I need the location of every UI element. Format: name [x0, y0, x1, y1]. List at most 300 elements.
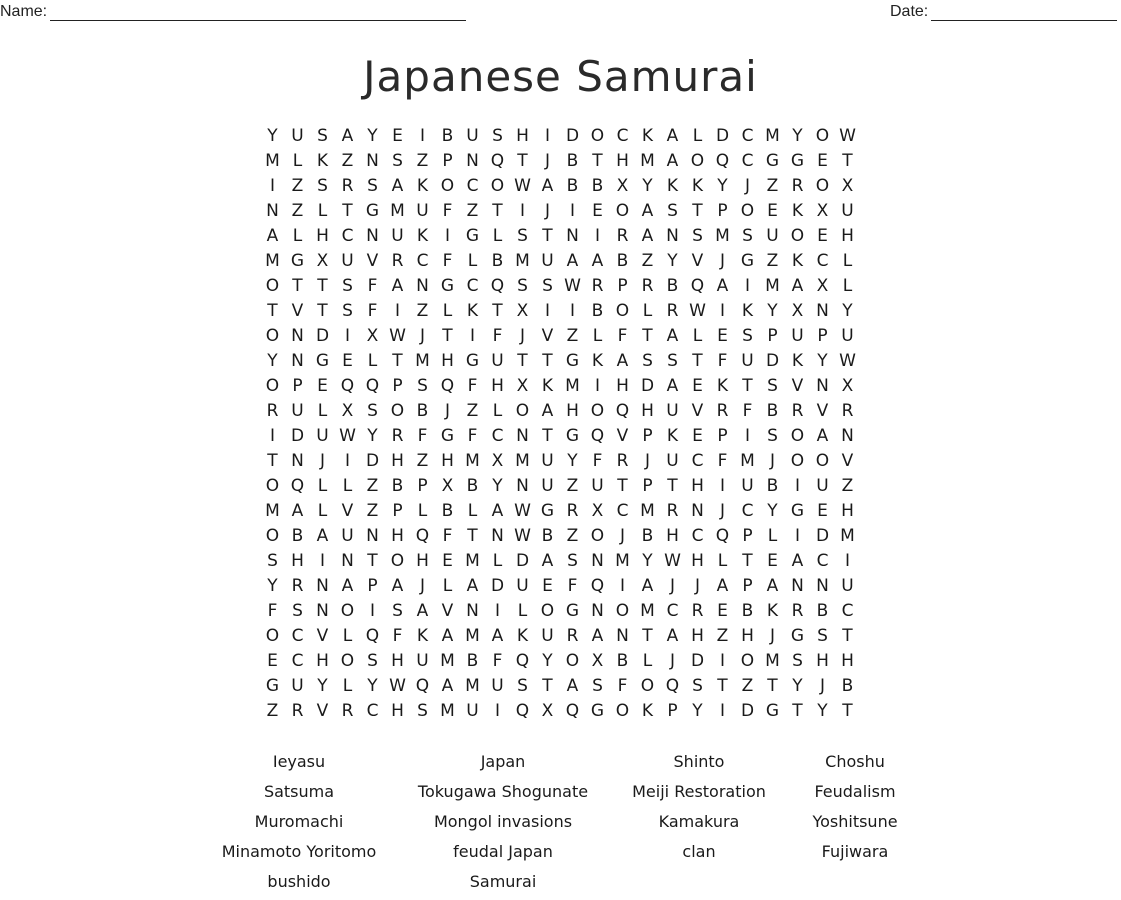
grid-letter: I	[594, 226, 600, 246]
grid-letter: M	[265, 501, 280, 521]
grid-letter: O	[265, 376, 280, 396]
grid-letter: J	[669, 651, 675, 671]
grid-letter: O	[690, 151, 705, 171]
grid-letter: F	[442, 526, 453, 546]
grid-letter: I	[544, 126, 550, 146]
grid-letter: Q	[340, 376, 355, 396]
grid-letter: A	[541, 176, 554, 196]
grid-letter: Z	[841, 476, 854, 496]
grid-letter: O	[590, 401, 605, 421]
grid-letter: Q	[290, 476, 305, 496]
grid-letter: N	[841, 426, 854, 446]
grid-letter: P	[742, 576, 753, 596]
grid-letter: W	[564, 276, 581, 296]
grid-letter: Y	[692, 701, 703, 721]
grid-letter: S	[517, 226, 528, 246]
grid-letter: B	[741, 601, 754, 621]
date-field[interactable]	[890, 2, 1117, 21]
grid-letter: U	[391, 226, 404, 246]
grid-letter: I	[394, 301, 400, 321]
grid-letter: M	[640, 601, 655, 621]
grid-letter: K	[416, 176, 429, 196]
grid-letter: M	[765, 126, 780, 146]
grid-letter: C	[666, 601, 679, 621]
grid-letter: V	[366, 251, 379, 271]
grid-letter: T	[692, 351, 703, 371]
grid-letter: D	[690, 651, 705, 671]
grid-letter: Z	[366, 476, 379, 496]
grid-letter: Y	[367, 126, 378, 146]
word-bank-item: Satsuma	[263, 782, 335, 801]
grid-letter: L	[642, 651, 653, 671]
grid-letter: U	[416, 201, 429, 221]
grid-letter: A	[391, 576, 404, 596]
grid-letter: Y	[367, 676, 378, 696]
grid-letter: T	[642, 326, 653, 346]
grid-letter: G	[315, 351, 330, 371]
grid-letter: H	[491, 376, 504, 396]
grid-letter: U	[341, 526, 354, 546]
grid-letter: N	[491, 526, 504, 546]
grid-letter: S	[317, 176, 328, 196]
grid-letter: U	[816, 476, 829, 496]
grid-letter: L	[317, 201, 328, 221]
grid-letter: Y	[642, 176, 653, 196]
grid-letter: N	[466, 151, 479, 171]
grid-letter: D	[815, 526, 830, 546]
grid-letter: K	[416, 626, 429, 646]
grid-letter: B	[591, 301, 604, 321]
grid-letter: R	[791, 176, 804, 196]
grid-letter: N	[316, 576, 329, 596]
grid-letter: T	[742, 551, 753, 571]
grid-letter: W	[514, 526, 531, 546]
grid-letter: S	[542, 276, 553, 296]
grid-letter: C	[466, 176, 479, 196]
grid-letter: R	[291, 701, 304, 721]
grid-letter: N	[816, 376, 829, 396]
grid-letter: H	[316, 226, 329, 246]
grid-letter: Z	[566, 476, 579, 496]
grid-letter: T	[492, 201, 503, 221]
grid-letter: T	[342, 201, 353, 221]
grid-letter: B	[616, 651, 629, 671]
grid-letter: B	[466, 476, 479, 496]
grid-letter: G	[590, 701, 605, 721]
grid-letter: T	[267, 451, 278, 471]
grid-letter: J	[419, 326, 425, 346]
grid-letter: G	[440, 426, 455, 446]
grid-letter: W	[514, 501, 531, 521]
grid-letter: F	[492, 326, 503, 346]
grid-letter: I	[794, 476, 800, 496]
grid-letter: F	[742, 401, 753, 421]
grid-letter: O	[615, 301, 630, 321]
grid-letter: Z	[566, 526, 579, 546]
word-bank-item: clan	[682, 842, 716, 861]
grid-letter: J	[694, 576, 700, 596]
grid-letter: Y	[317, 676, 328, 696]
grid-row	[260, 249, 860, 274]
grid-letter: M	[840, 526, 855, 546]
grid-letter: S	[667, 351, 678, 371]
name-label: Name:	[0, 3, 48, 20]
grid-letter: L	[467, 501, 478, 521]
word-bank-item: Ieyasu	[272, 752, 326, 771]
grid-letter: M	[390, 201, 405, 221]
word-bank-item: Meiji Restoration	[632, 782, 766, 801]
grid-letter: I	[319, 551, 325, 571]
grid-letter: A	[566, 251, 579, 271]
grid-letter: X	[591, 501, 604, 521]
grid-letter: J	[769, 451, 775, 471]
grid-letter: Y	[567, 451, 578, 471]
grid-letter: O	[265, 476, 280, 496]
grid-letter: S	[767, 426, 778, 446]
grid-letter: H	[316, 651, 329, 671]
grid-letter: N	[341, 551, 354, 571]
grid-letter: P	[817, 326, 828, 346]
grid-letter: O	[815, 176, 830, 196]
grid-letter: E	[267, 651, 278, 671]
grid-letter: Q	[715, 151, 730, 171]
grid-letter: B	[466, 651, 479, 671]
grid-letter: J	[319, 451, 325, 471]
page-title: Japanese Samurai	[363, 52, 758, 101]
grid-letter: K	[416, 226, 429, 246]
grid-letter: G	[440, 276, 455, 296]
grid-letter: A	[791, 276, 804, 296]
grid-letter: O	[540, 601, 555, 621]
grid-row	[260, 349, 860, 374]
grid-letter: Y	[792, 676, 803, 696]
grid-letter: B	[641, 526, 654, 546]
grid-letter: F	[492, 651, 503, 671]
grid-letter: S	[267, 551, 278, 571]
grid-letter: X	[791, 301, 804, 321]
grid-letter: A	[416, 601, 429, 621]
grid-letter: H	[516, 126, 529, 146]
grid-letter: Q	[715, 526, 730, 546]
grid-letter: N	[416, 276, 429, 296]
grid-letter: X	[366, 326, 379, 346]
grid-letter: I	[569, 301, 575, 321]
grid-letter: L	[442, 301, 453, 321]
grid-letter: T	[517, 151, 528, 171]
grid-letter: M	[465, 626, 480, 646]
grid-row	[260, 574, 860, 599]
grid-letter: S	[292, 601, 303, 621]
grid-letter: E	[767, 551, 778, 571]
grid-letter: B	[591, 176, 604, 196]
grid-letter: V	[816, 401, 829, 421]
grid-letter: Z	[416, 451, 429, 471]
grid-letter: H	[666, 526, 679, 546]
grid-letter: N	[791, 576, 804, 596]
grid-letter: O	[340, 651, 355, 671]
grid-letter: S	[692, 226, 703, 246]
grid-letter: P	[617, 276, 628, 296]
grid-letter: P	[667, 701, 678, 721]
grid-letter: A	[441, 626, 454, 646]
grid-letter: L	[642, 301, 653, 321]
grid-letter: C	[616, 501, 629, 521]
grid-letter: L	[492, 226, 503, 246]
grid-letter: L	[692, 126, 703, 146]
grid-letter: L	[517, 601, 528, 621]
grid-letter: O	[265, 276, 280, 296]
grid-letter: L	[492, 551, 503, 571]
grid-letter: E	[717, 601, 728, 621]
grid-letter: F	[592, 451, 603, 471]
grid-letter: B	[841, 676, 854, 696]
grid-row	[260, 449, 860, 474]
grid-letter: M	[515, 451, 530, 471]
grid-letter: Y	[642, 551, 653, 571]
grid-row	[260, 324, 860, 349]
grid-letter: H	[291, 551, 304, 571]
grid-letter: W	[389, 676, 406, 696]
grid-letter: C	[416, 251, 429, 271]
grid-row	[260, 374, 860, 399]
name-line[interactable]	[50, 2, 466, 21]
grid-letter: S	[492, 126, 503, 146]
grid-letter: G	[465, 226, 480, 246]
grid-letter: T	[542, 351, 553, 371]
grid-letter: K	[791, 351, 804, 371]
grid-letter: M	[640, 151, 655, 171]
grid-letter: D	[740, 701, 755, 721]
grid-letter: A	[666, 326, 679, 346]
grid-row	[260, 199, 860, 224]
grid-letter: K	[691, 176, 704, 196]
grid-letter: I	[719, 476, 725, 496]
grid-letter: C	[816, 551, 829, 571]
grid-letter: G	[365, 201, 380, 221]
grid-letter: N	[566, 226, 579, 246]
grid-letter: Y	[267, 351, 278, 371]
grid-letter: C	[741, 151, 754, 171]
grid-letter: R	[291, 576, 304, 596]
grid-letter: G	[265, 676, 280, 696]
grid-letter: U	[541, 451, 554, 471]
grid-letter: H	[441, 451, 454, 471]
grid-letter: M	[465, 451, 480, 471]
grid-letter: D	[565, 126, 580, 146]
grid-letter: A	[291, 501, 304, 521]
grid-letter: H	[641, 401, 654, 421]
grid-letter: T	[792, 701, 803, 721]
grid-letter: O	[265, 526, 280, 546]
grid-letter: B	[666, 276, 679, 296]
grid-letter: X	[841, 176, 854, 196]
grid-letter: E	[317, 376, 328, 396]
grid-letter: R	[391, 251, 404, 271]
grid-letter: Q	[415, 526, 430, 546]
grid-letter: O	[615, 701, 630, 721]
grid-letter: C	[691, 451, 704, 471]
grid-letter: K	[316, 151, 329, 171]
grid-letter: S	[342, 301, 353, 321]
grid-letter: N	[591, 601, 604, 621]
grid-letter: R	[841, 401, 854, 421]
grid-letter: P	[392, 376, 403, 396]
grid-letter: F	[367, 276, 378, 296]
grid-letter: E	[692, 376, 703, 396]
grid-letter: R	[566, 501, 579, 521]
grid-letter: R	[641, 276, 654, 296]
grid-letter: A	[666, 626, 679, 646]
grid-row	[260, 224, 860, 249]
word-bank-item: Fujiwara	[821, 842, 889, 861]
grid-letter: X	[491, 451, 504, 471]
grid-letter: C	[491, 426, 504, 446]
grid-letter: N	[291, 451, 304, 471]
grid-letter: F	[467, 426, 478, 446]
date-line[interactable]	[931, 2, 1117, 21]
grid-letter: A	[466, 576, 479, 596]
grid-letter: Q	[665, 676, 680, 696]
grid-letter: A	[666, 376, 679, 396]
grid-letter: I	[494, 601, 500, 621]
grid-letter: J	[819, 676, 825, 696]
grid-letter: W	[839, 351, 856, 371]
grid-letter: X	[541, 701, 554, 721]
grid-letter: F	[367, 301, 378, 321]
grid-letter: G	[465, 351, 480, 371]
grid-letter: U	[466, 126, 479, 146]
grid-letter: L	[692, 326, 703, 346]
grid-letter: A	[591, 626, 604, 646]
grid-letter: T	[517, 351, 528, 371]
grid-letter: O	[390, 401, 405, 421]
grid-letter: Q	[515, 651, 530, 671]
grid-letter: V	[316, 626, 329, 646]
grid-letter: O	[265, 626, 280, 646]
letter-grid	[260, 124, 860, 724]
grid-letter: I	[344, 451, 350, 471]
grid-letter: I	[444, 226, 450, 246]
grid-letter: L	[317, 501, 328, 521]
grid-letter: O	[340, 601, 355, 621]
grid-letter: Z	[466, 401, 479, 421]
grid-letter: R	[691, 601, 704, 621]
grid-letter: H	[391, 651, 404, 671]
grid-letter: R	[616, 226, 629, 246]
grid-letter: T	[317, 276, 328, 296]
grid-letter: H	[616, 376, 629, 396]
grid-letter: X	[841, 376, 854, 396]
grid-letter: I	[519, 201, 525, 221]
grid-letter: H	[841, 651, 854, 671]
grid-letter: O	[565, 651, 580, 671]
grid-letter: Q	[490, 151, 505, 171]
grid-letter: J	[769, 626, 775, 646]
grid-letter: M	[765, 276, 780, 296]
grid-letter: X	[341, 401, 354, 421]
grid-letter: I	[794, 526, 800, 546]
grid-letter: Q	[365, 626, 380, 646]
grid-letter: N	[816, 301, 829, 321]
grid-letter: O	[265, 326, 280, 346]
name-field[interactable]	[0, 2, 466, 21]
grid-letter: J	[719, 251, 725, 271]
grid-letter: T	[442, 326, 453, 346]
grid-letter: C	[816, 251, 829, 271]
grid-letter: V	[441, 601, 454, 621]
grid-letter: B	[616, 251, 629, 271]
grid-letter: K	[516, 626, 529, 646]
grid-letter: L	[417, 501, 428, 521]
grid-letter: H	[616, 151, 629, 171]
grid-letter: G	[565, 426, 580, 446]
grid-letter: Z	[466, 201, 479, 221]
grid-letter: C	[841, 601, 854, 621]
grid-letter: Z	[566, 326, 579, 346]
grid-letter: U	[316, 426, 329, 446]
grid-row	[260, 524, 860, 549]
grid-letter: G	[790, 626, 805, 646]
grid-letter: U	[291, 676, 304, 696]
grid-letter: I	[544, 301, 550, 321]
grid-letter: Y	[667, 251, 678, 271]
grid-letter: A	[716, 576, 729, 596]
grid-letter: S	[567, 551, 578, 571]
grid-letter: N	[691, 501, 704, 521]
grid-letter: X	[816, 201, 829, 221]
word-bank-item: Yoshitsune	[812, 812, 898, 831]
grid-letter: K	[791, 201, 804, 221]
grid-letter: T	[742, 376, 753, 396]
grid-letter: C	[291, 651, 304, 671]
grid-letter: A	[266, 226, 279, 246]
grid-letter: U	[841, 201, 854, 221]
grid-letter: Y	[367, 426, 378, 446]
grid-letter: A	[766, 576, 779, 596]
grid-letter: S	[367, 176, 378, 196]
word-bank-item: Japan	[480, 752, 526, 771]
grid-letter: A	[341, 126, 354, 146]
grid-letter: G	[290, 251, 305, 271]
grid-letter: G	[565, 601, 580, 621]
grid-letter: B	[541, 526, 554, 546]
grid-letter: A	[641, 201, 654, 221]
grid-letter: E	[592, 201, 603, 221]
grid-letter: N	[366, 526, 379, 546]
grid-letter: Z	[741, 676, 754, 696]
grid-letter: O	[590, 526, 605, 546]
grid-letter: P	[392, 501, 403, 521]
grid-letter: Z	[766, 251, 779, 271]
grid-letter: H	[691, 551, 704, 571]
grid-letter: A	[441, 676, 454, 696]
grid-letter: Q	[515, 701, 530, 721]
grid-letter: I	[494, 701, 500, 721]
grid-letter: M	[465, 676, 480, 696]
grid-letter: T	[492, 301, 503, 321]
grid-letter: U	[741, 476, 754, 496]
grid-letter: S	[517, 676, 528, 696]
grid-letter: J	[619, 526, 625, 546]
grid-letter: T	[592, 151, 603, 171]
grid-row	[260, 649, 860, 674]
grid-letter: U	[491, 351, 504, 371]
grid-letter: I	[744, 426, 750, 446]
grid-letter: G	[540, 501, 555, 521]
grid-row	[260, 274, 860, 299]
grid-row	[260, 124, 860, 149]
grid-letter: Y	[767, 501, 778, 521]
